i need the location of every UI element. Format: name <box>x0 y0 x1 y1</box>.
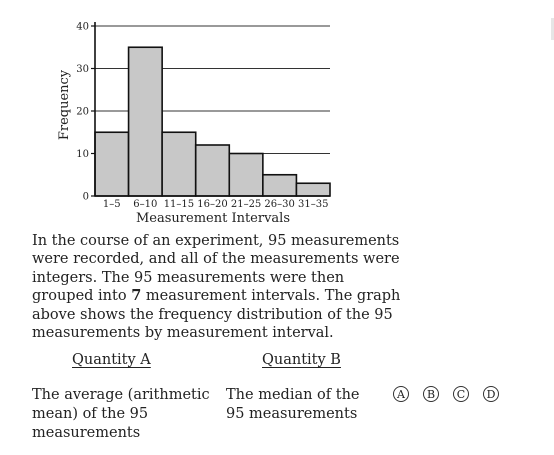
x-tick-labels <box>103 199 329 210</box>
x-tick-label: 6–10 <box>133 199 158 210</box>
bar-11–15 <box>162 132 196 196</box>
quantity-b-text: The median of the 95 measurements <box>226 387 360 422</box>
y-tick-label: 10 <box>76 149 89 160</box>
bar-1–5 <box>95 132 129 196</box>
x-tick-label: 21–25 <box>230 199 262 210</box>
quantity-a-heading: Quantity A <box>72 352 151 368</box>
x-tick-label: 31–35 <box>297 199 329 210</box>
y-tick-label: 0 <box>82 191 89 203</box>
choice-b[interactable]: B <box>423 386 439 402</box>
bar-16–20 <box>196 145 230 196</box>
quantity-a-text: The average (arithmetic mean) of the 95 measurements <box>32 387 210 441</box>
quantity-b-heading: Quantity B <box>262 352 341 368</box>
choice-c[interactable]: C <box>453 386 469 402</box>
interval-count: 7 <box>131 287 142 305</box>
y-tick-label: 40 <box>76 21 89 33</box>
bar-6–10 <box>129 47 163 196</box>
answer-choices <box>393 386 499 402</box>
x-tick-label: 1–5 <box>102 199 121 210</box>
x-tick-label: 11–15 <box>163 199 195 210</box>
y-tick-label: 30 <box>76 64 89 75</box>
x-axis-title: Measurement Intervals <box>135 211 291 226</box>
x-tick-label: 26–30 <box>264 199 295 210</box>
choice-d[interactable]: D <box>483 386 499 402</box>
y-tick-label: 20 <box>76 106 89 118</box>
question-paragraph: In the course of an experiment, 95 measurements were recorded, and all of the measurements were integers. The 95 measurements were then grouped into 7 measurement intervals. The graph above shows the frequency distribution of the 95 measurements by measurement interval. <box>32 233 401 342</box>
bar-21–25 <box>229 154 263 197</box>
bars <box>95 47 330 196</box>
x-tick-label: 16–20 <box>197 199 228 210</box>
bar-31–35 <box>296 183 330 196</box>
bar-26–30 <box>263 175 297 196</box>
y-tick-labels <box>76 22 89 203</box>
choice-a[interactable]: A <box>393 386 409 402</box>
y-axis-title: Frequency <box>57 69 72 141</box>
